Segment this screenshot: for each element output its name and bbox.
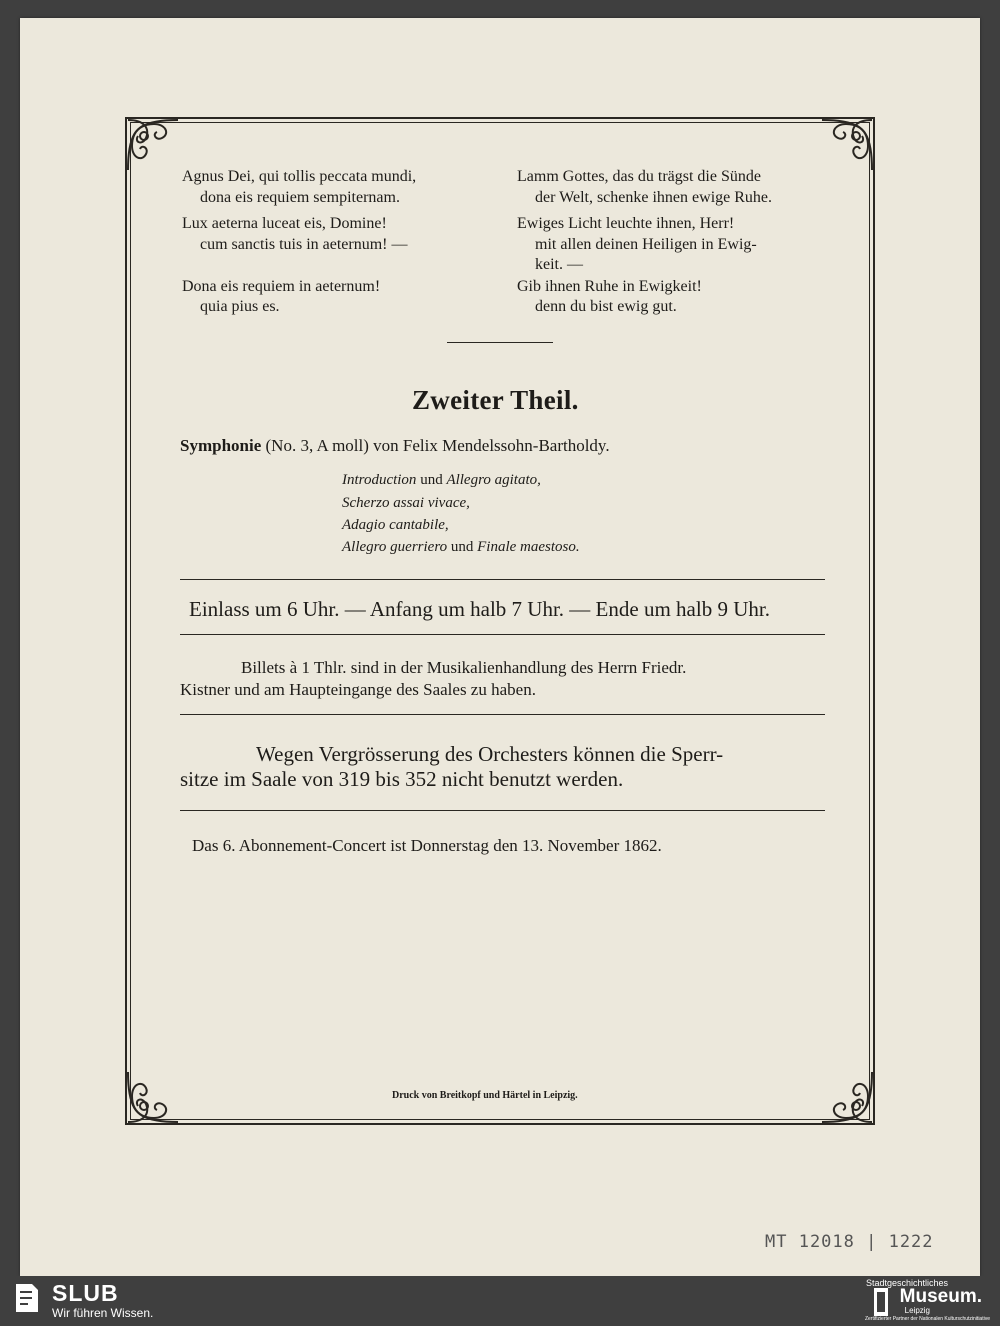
latin-line: Dona eis requiem in aeternum! bbox=[182, 278, 381, 295]
slub-logo-icon bbox=[14, 1282, 40, 1314]
museum-prefix: Stadtgeschichtliches bbox=[865, 1278, 948, 1288]
german-line: keit. — bbox=[535, 256, 583, 273]
latin-line: Lux aeterna luceat eis, Domine! bbox=[182, 215, 387, 232]
printer-imprint: Druck von Breitkopf und Härtel in Leipzig. bbox=[392, 1090, 578, 1101]
corner-ornament-icon bbox=[818, 116, 876, 174]
notice-line: sitze im Saale von 319 bis 352 nicht benutzt werden. bbox=[180, 767, 624, 791]
movement-line: Scherzo assai vivace, bbox=[342, 495, 470, 511]
symphony-details: (No. 3, A moll) von Felix Mendelssohn-Bartholdy. bbox=[261, 436, 610, 455]
next-concert: Das 6. Abonnement-Concert ist Donnerstag den 13. November 1862. bbox=[192, 836, 662, 855]
movement-line: Allegro guerriero und Finale maestoso. bbox=[342, 539, 580, 555]
notice-line: Wegen Vergrösserung des Orchesters können die Sperr- bbox=[256, 742, 724, 766]
concert-times: Einlass um 6 Uhr. — Anfang um halb 7 Uhr. — Ende um halb 9 Uhr. bbox=[189, 597, 770, 621]
symphony-line bbox=[180, 436, 610, 456]
german-line: Ewiges Licht leuchte ihnen, Herr! bbox=[517, 215, 735, 232]
corner-ornament-icon bbox=[124, 116, 182, 174]
footer-bar bbox=[0, 1276, 1000, 1326]
symphony-work: Symphonie bbox=[180, 436, 262, 455]
tickets-line: Billets à 1 Thlr. sind in der Musikalienhandlung des Herrn Friedr. bbox=[241, 658, 687, 677]
short-divider bbox=[447, 342, 553, 343]
latin-line: Agnus Dei, qui tollis peccata mundi, bbox=[182, 168, 417, 185]
part-title: Zweiter Theil. bbox=[412, 385, 579, 415]
library-tagline: Wir führen Wissen. bbox=[52, 1306, 154, 1320]
corner-ornament-icon bbox=[124, 1068, 182, 1126]
latin-line: cum sanctis tuis in aeternum! — bbox=[200, 236, 408, 253]
shelfmark: MT 12018 | 1222 bbox=[765, 1232, 934, 1252]
library-name: SLUB bbox=[52, 1280, 119, 1306]
museum-name: Museum. bbox=[899, 1286, 982, 1307]
german-line: denn du bist ewig gut. bbox=[535, 298, 677, 315]
tickets-line: Kistner und am Haupteingange des Saales zu haben. bbox=[180, 680, 536, 699]
latin-line: quia pius es. bbox=[200, 298, 280, 315]
corner-ornament-icon bbox=[818, 1068, 876, 1126]
museum-partner: Zertifizierter Partner der Nationalen Kulturschutzinitiative bbox=[864, 1316, 990, 1322]
divider bbox=[180, 579, 825, 580]
german-line: Lamm Gottes, das du trägst die Sünde bbox=[517, 168, 761, 185]
german-line: mit allen deinen Heiligen in Ewig- bbox=[535, 236, 757, 253]
latin-line: dona eis requiem sempiternam. bbox=[200, 189, 400, 206]
museum-city: Leipzig bbox=[904, 1306, 930, 1315]
german-line: Gib ihnen Ruhe in Ewigkeit! bbox=[517, 278, 702, 295]
divider bbox=[180, 714, 825, 715]
divider bbox=[180, 810, 825, 811]
divider bbox=[180, 634, 825, 635]
movement-line: Adagio cantabile, bbox=[342, 517, 449, 533]
museum-logo-icon bbox=[872, 1286, 890, 1318]
german-line: der Welt, schenke ihnen ewige Ruhe. bbox=[535, 189, 773, 206]
movement-line: Introduction und Allegro agitato, bbox=[342, 472, 541, 488]
